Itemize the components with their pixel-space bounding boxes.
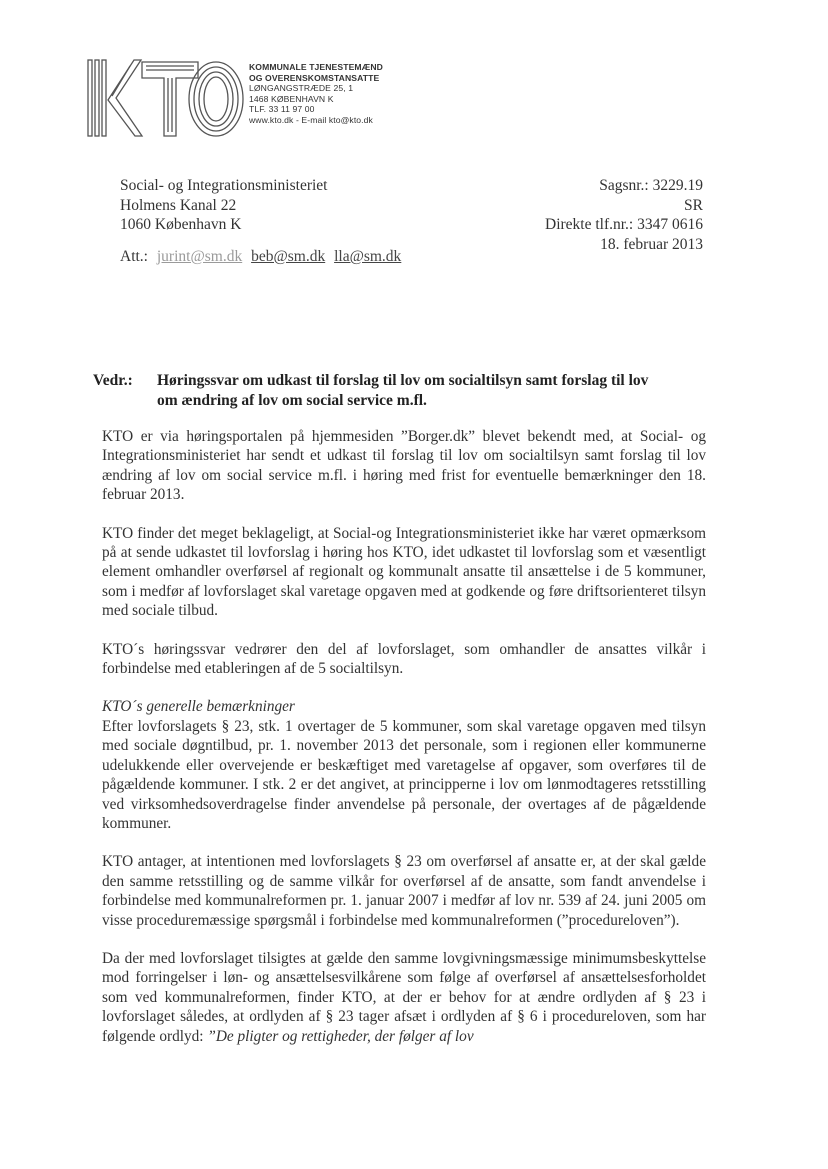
body-paragraph-2: KTO finder det meget beklageligt, at Social-og Integrationsministeriet ikke har været opmærksom på at sende udkastet til lovforslag i høring hos KTO, idet udkastet til lovforslag som et væsentligt element omhandler overførsel af regionalt og kommunalt ansatte til ansættelse i de 5 kommuner, som i medfør af lovforslaget skal varetage opgaven med at godkende og føre driftsorienteret tilsyn med sociale tilbud. <box>102 524 706 620</box>
email-link-lla[interactable]: lla@sm.dk <box>334 248 402 265</box>
recipient-city: 1060 København K <box>120 216 242 234</box>
body-paragraph-4: Efter lovforslagets § 23, stk. 1 overtager de 5 kommuner, som skal varetage opgaven med tilsyn med sociale døgntilbud, pr. 1. november 2013 det personale, som i regionen eller kommunerne udelukkende eller overvejende er beskæftiget med varetagelse af opgaver, som overføres til de pågældende kommuner. I stk. 2 er det angivet, at principperne i lov om lønmodtageres retsstilling ved virksomhedsoverdragelse finder anvendelse på personale, der overtages af de pågældende kommuner. <box>102 717 706 832</box>
attention-line <box>120 248 401 266</box>
body-paragraph-6 <box>102 949 706 1046</box>
subject-text-line1: Høringssvar om udkast til forslag til lov om socialtilsyn samt forslag til lov <box>157 372 649 389</box>
body-paragraph-3: KTO´s høringssvar vedrører den del af lovforslaget, som omhandler de ansattes vilkår i forbindelse med etableringen af de 5 socialtilsyn. <box>102 640 706 678</box>
org-name-line1: KOMMUNALE TJENESTEMÆND <box>249 62 383 72</box>
body-paragraph-5: KTO antager, at intentionen med lovforslagets § 23 om overførsel af ansatte er, at der skal gælde den samme retsstilling og de samme vilkår for overførsel af de ansatte, som fandt anvendelse i forbindelse med kommunalreformen pr. 1. januar 2007 i medfør af lov nr. 539 af 24. juni 2005 om visse proceduremæssige spørgsmål i forbindelse med kommunalreformen (”procedureloven”). <box>102 853 706 929</box>
recipient-street: Holmens Kanal 22 <box>120 196 237 214</box>
email-link-jurint[interactable]: jurint@sm.dk <box>156 248 243 265</box>
recipient-address <box>120 176 327 235</box>
letterhead-address <box>249 62 383 126</box>
att-label: Att.: <box>120 248 148 265</box>
org-city: 1468 KØBENHAVN K <box>249 93 334 104</box>
org-phone: TLF. 33 11 97 00 <box>249 104 315 115</box>
direct-phone: Direkte tlf.nr.: 3347 0616 <box>545 216 703 234</box>
initials: SR <box>684 196 703 214</box>
body-paragraph-6-quote: ”De pligter og rettigheder, der følger af lov <box>207 1027 474 1045</box>
kto-logo <box>86 56 246 138</box>
case-number: Sagsnr.: 3229.19 <box>599 177 703 194</box>
subject-label: Vedr.: <box>93 372 133 389</box>
org-web-email: www.kto.dk - E-mail kto@kto.dk <box>249 114 373 125</box>
subject-line <box>93 371 723 410</box>
recipient-name: Social- og Integrationsministeriet <box>120 177 328 194</box>
org-street: LØNGANGSTRÆDE 25, 1 <box>249 83 354 94</box>
subject-text-line2: om ændring af lov om social service m.fl. <box>157 391 427 409</box>
letter-body <box>102 427 706 1065</box>
body-paragraph-1: KTO er via høringsportalen på hjemmesiden ”Borger.dk” blevet bekendt med, at Social- og Integrationsministeriet har sendt et udkast til forslag til lov om socialtilsyn samt forslag til lov ændring af lov om social service m.fl. i høring med frist for eventuelle bemærkninger den 18. februar 2013. <box>102 428 706 504</box>
body-paragraph-6-text: Da der med lovforslaget tilsigtes at gælde den samme lovgivningsmæssige minimumsbeskyttelse mod forringelser i løn- og ansættelsesvilkårene som følge af overførsel af ansættelsesforholdet som ved kommunalreformen, finder KTO, at der er behov for at ændre ordlyden af § 23 i lovforslaget således, at ordlyden af § 23 tager afsæt i ordlyden af § 6 i procedureloven, som har følgende ordlyd: <box>102 949 706 1045</box>
section-heading: KTO´s generelle bemærkninger <box>102 698 295 716</box>
org-name-line2: OG OVERENSKOMSTANSATTE <box>249 72 380 83</box>
letter-date: 18. februar 2013 <box>600 235 703 253</box>
letter-meta <box>545 176 703 254</box>
email-link-beb[interactable]: beb@sm.dk <box>251 248 326 265</box>
